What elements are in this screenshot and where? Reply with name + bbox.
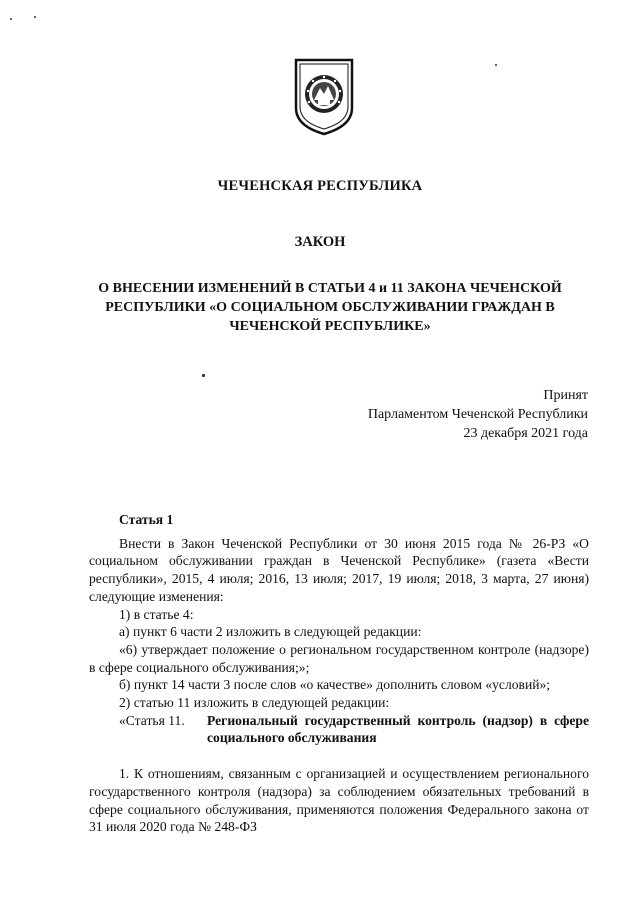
paragraph: 1. К отношениям, связанным с организацией и осуществлением регионального государственного контроля (надзора) за соблюдением обязательных требований в сфере социального обслуживания, применяются положения Федерального закона от 31 июля 2020 года № 248-ФЗ [89,766,589,835]
coat-of-arms-icon [292,56,356,136]
law-title-line: О ВНЕСЕНИИ ИЗМЕНЕНИЙ В СТАТЬИ 4 и 11 ЗАКОНА ЧЕЧЕНСКОЙ [98,281,562,296]
adopted-by: Парламентом Чеченской Республики [367,407,588,422]
article-11-title: Региональный государственный контроль (надзор) в сфере социального обслуживания [207,712,589,746]
scan-speck [10,18,12,20]
law-title-line: ЧЕЧЕНСКОЙ РЕСПУБЛИКЕ» [229,319,431,334]
scan-speck [34,16,36,18]
list-item: 2) статью 11 изложить в следующей редакции: [119,695,390,711]
adoption-block [368,386,588,443]
quoted-text: «6) утверждает положение о региональном государственном контроле (надзоре) в сфере социального обслуживания;»; [89,641,589,675]
article-11-prefix: «Статья 11. [119,712,185,728]
paragraph: Внести в Закон Чеченской Республики от 30 июня 2015 года № 26-РЗ «О социальном обслуживании граждан в Чеченской Республике» (газета «Вести республики», 2015, 4 июля; 2016, 13 июля; 2017, 19 июля; 2018, 3 марта, 27 июня) следующие изменения: [89,535,589,604]
scan-speck [202,374,205,377]
scan-speck [495,64,497,66]
law-body [89,511,589,836]
article-11-heading [89,712,589,747]
doc-type-heading: ЗАКОН [294,234,346,250]
list-item: б) пункт 14 части 3 после слов «о качестве» дополнить словом «условий»; [119,677,551,693]
list-item: 1) в статье 4: [119,606,194,622]
adopted-label: Принят [543,388,588,403]
list-item: а) пункт 6 части 2 изложить в следующей редакции: [119,624,422,640]
republic-heading: ЧЕЧЕНСКАЯ РЕСПУБЛИКА [217,178,423,194]
article-heading: Статья 1 [119,512,174,527]
law-title-line: РЕСПУБЛИКИ «О СОЦИАЛЬНОМ ОБСЛУЖИВАНИИ ГРАЖДАН В [105,300,555,315]
adopted-date: 23 декабря 2021 года [463,426,588,441]
law-title [80,279,580,336]
